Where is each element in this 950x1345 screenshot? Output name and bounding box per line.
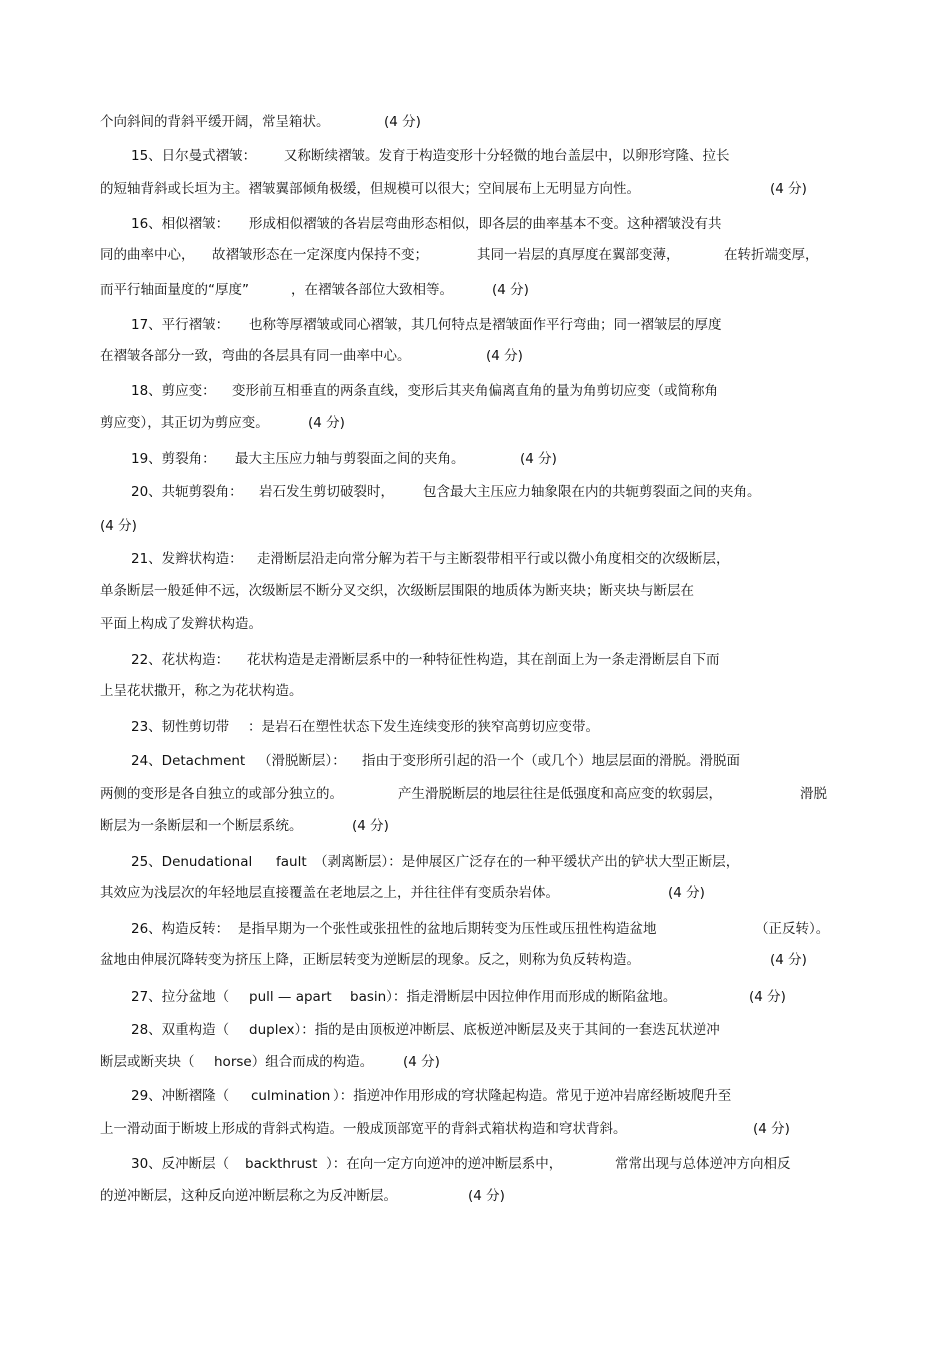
text-line <box>0 381 950 401</box>
text-segment: 是指早期为一个张性或张扭性的盆地后期转变为压性或压扭性构造盆地 <box>238 921 657 937</box>
score-label: (4 分) <box>770 952 807 968</box>
text-line <box>0 1086 950 1106</box>
text-segment: 上呈花状撒开，称之为花状构造。 <box>100 683 303 699</box>
text-segment: 其效应为浅层次的年轻地层直接覆盖在老地层之上，并往往伴有变质杂岩体。 <box>100 885 559 901</box>
text-segment: 指由于变形所引起的沿一个（或几个）地层层面的滑脱。滑脱面 <box>362 753 740 769</box>
text-line <box>0 581 950 601</box>
text-segment: pull — apart <box>249 989 332 1005</box>
text-line <box>0 852 950 872</box>
text-line <box>0 919 950 939</box>
term-label: 15、日尔曼式褶皱： <box>131 148 257 164</box>
text-line <box>0 112 950 132</box>
text-segment: 个向斜间的背斜平缓开阔，常呈箱状。 <box>100 114 330 130</box>
text-segment: 产生滑脱断层的地层往往是低强度和高应变的软弱层， <box>398 786 722 802</box>
text-segment: 最大主压应力轴与剪裂面之间的夹角。 <box>235 451 465 467</box>
text-segment: 断层或断夹块（ <box>100 1054 195 1070</box>
text-segment: 盆地由伸展沉降转变为挤压上降，正断层转变为逆断层的现象。反之，则称为负反转构造。 <box>100 952 640 968</box>
score-label: (4 分) <box>100 518 137 534</box>
term-label: 23、韧性剪切带 <box>131 719 230 735</box>
text-line <box>0 1052 950 1072</box>
text-segment: （滑脱断层）： <box>258 753 346 769</box>
score-label: (4 分) <box>308 415 345 431</box>
score-label: (4 分) <box>770 181 807 197</box>
text-segment: fault <box>276 854 307 870</box>
text-segment: 其同一岩层的真厚度在翼部变薄， <box>477 247 680 263</box>
text-line <box>0 549 950 569</box>
text-segment: duplex）：指的是由顶板逆冲断层、底板逆冲断层及夹于其间的一套迭瓦状逆冲 <box>249 1022 720 1038</box>
text-segment: ，在褶皱各部位大致相等。 <box>291 282 453 298</box>
text-segment: （剥离断层）：是伸展区广泛存在的一种平缓状产出的铲状大型正断层， <box>314 854 740 870</box>
text-line <box>0 650 950 670</box>
text-segment: 又称断续褶皱。发育于构造变形十分轻微的地台盖层中，以卵形穹隆、拉长 <box>284 148 730 164</box>
text-segment: 单条断层一般延伸不远，次级断层不断分叉交织，次级断层围限的地质体为断夹块；断夹块与断层在 <box>100 583 694 599</box>
text-line <box>0 315 950 335</box>
text-segment: 两侧的变形是各自独立的或部分独立的。 <box>100 786 343 802</box>
term-label: 30、反冲断层（ <box>131 1156 230 1172</box>
term-label: 28、双重构造（ <box>131 1022 230 1038</box>
text-segment: backthrust <box>245 1156 318 1172</box>
term-label: 26、构造反转： <box>131 921 230 937</box>
text-segment: ）：指逆冲作用形成的穹状隆起构造。常见于逆冲岩席经断坡爬升至 <box>333 1088 732 1104</box>
text-line <box>0 245 950 265</box>
text-segment: ：是岩石在塑性状态下发生连续变形的狭窄高剪切应变带。 <box>248 719 599 735</box>
text-line <box>0 614 950 634</box>
text-segment: 剪应变），其正切为剪应变。 <box>100 415 269 431</box>
text-line <box>0 449 950 469</box>
text-segment: 花状构造是走滑断层系中的一种特征性构造，其在剖面上为一条走滑断层自下而 <box>247 652 720 668</box>
term-label: 16、相似褶皱： <box>131 216 230 232</box>
text-line <box>0 1119 950 1139</box>
term-label: 17、平行褶皱： <box>131 317 230 333</box>
score-label: (4 分) <box>384 114 421 130</box>
term-label: 27、拉分盆地（ <box>131 989 230 1005</box>
text-segment: 故褶皱形态在一定深度内保持不变； <box>212 247 428 263</box>
text-segment: （正反转）。 <box>755 921 830 937</box>
text-segment: 滑脱 <box>800 786 827 802</box>
term-label: 21、发辫状构造： <box>131 551 243 567</box>
term-label: 25、Denudational <box>131 854 253 870</box>
text-line <box>0 346 950 366</box>
text-line <box>0 179 950 199</box>
term-label: 18、剪应变： <box>131 383 216 399</box>
score-label: (4 分) <box>492 282 529 298</box>
text-line <box>0 280 950 300</box>
text-segment: 包含最大主压应力轴象限在内的共轭剪裂面之间的夹角。 <box>423 484 761 500</box>
text-line <box>0 1020 950 1040</box>
score-label: (4 分) <box>668 885 705 901</box>
text-segment: 平面上构成了发辫状构造。 <box>100 616 262 632</box>
score-label: (4 分) <box>468 1188 505 1204</box>
text-segment: 的短轴背斜或长垣为主。褶皱翼部倾角极缓，但规模可以很大；空间展布上无明显方向性。 <box>100 181 640 197</box>
text-line <box>0 1186 950 1206</box>
text-line <box>0 751 950 771</box>
text-segment: 走滑断层沿走向常分解为若干与主断裂带相平行或以微小角度相交的次级断层， <box>257 551 730 567</box>
score-label: (4 分) <box>352 818 389 834</box>
text-segment: 而平行轴面量度的“厚度” <box>100 282 249 298</box>
text-segment: 在转折端变厚， <box>724 247 819 263</box>
term-label: 29、冲断褶隆（ <box>131 1088 230 1104</box>
text-line <box>0 413 950 433</box>
text-segment: horse）组合而成的构造。 <box>214 1054 374 1070</box>
score-label: (4 分) <box>753 1121 790 1137</box>
text-segment: ）：在向一定方向逆冲的逆冲断层系中， <box>326 1156 563 1172</box>
term-label: 24、Detachment <box>131 753 246 769</box>
text-segment: 常常出现与总体逆冲方向相反 <box>615 1156 791 1172</box>
score-label: (4 分) <box>749 989 786 1005</box>
text-line <box>0 516 950 536</box>
text-line <box>0 883 950 903</box>
text-line <box>0 950 950 970</box>
text-line <box>0 784 950 804</box>
score-label: (4 分) <box>486 348 523 364</box>
text-line <box>0 482 950 502</box>
text-segment: 变形前互相垂直的两条直线，变形后其夹角偏离直角的量为角剪切应变（或简称角 <box>232 383 718 399</box>
score-label: (4 分) <box>403 1054 440 1070</box>
text-segment: 的逆冲断层，这种反向逆冲断层称之为反冲断层。 <box>100 1188 397 1204</box>
text-line <box>0 214 950 234</box>
text-line <box>0 717 950 737</box>
term-label: 19、剪裂角： <box>131 451 216 467</box>
text-segment: 岩石发生剪切破裂时， <box>259 484 394 500</box>
term-label: 22、花状构造： <box>131 652 230 668</box>
text-segment: 在褶皱各部分一致，弯曲的各层具有同一曲率中心。 <box>100 348 411 364</box>
term-label: 20、共轭剪裂角： <box>131 484 243 500</box>
text-segment: 断层为一条断层和一个断层系统。 <box>100 818 303 834</box>
text-segment: 上一滑动面于断坡上形成的背斜式构造。一般成顶部宽平的背斜式箱状构造和穹状背斜。 <box>100 1121 627 1137</box>
text-line <box>0 816 950 836</box>
text-line <box>0 146 950 166</box>
text-segment: 也称等厚褶皱或同心褶皱，其几何特点是褶皱面作平行弯曲；同一褶皱层的厚度 <box>249 317 722 333</box>
text-line <box>0 681 950 701</box>
text-line <box>0 1154 950 1174</box>
text-line <box>0 987 950 1007</box>
text-segment: culmination <box>251 1088 331 1104</box>
text-segment: basin）：指走滑断层中因拉伸作用而形成的断陷盆地。 <box>350 989 677 1005</box>
score-label: (4 分) <box>520 451 557 467</box>
text-segment: 同的曲率中心， <box>100 247 195 263</box>
text-segment: 形成相似褶皱的各岩层弯曲形态相似，即各层的曲率基本不变。这种褶皱没有共 <box>249 216 722 232</box>
